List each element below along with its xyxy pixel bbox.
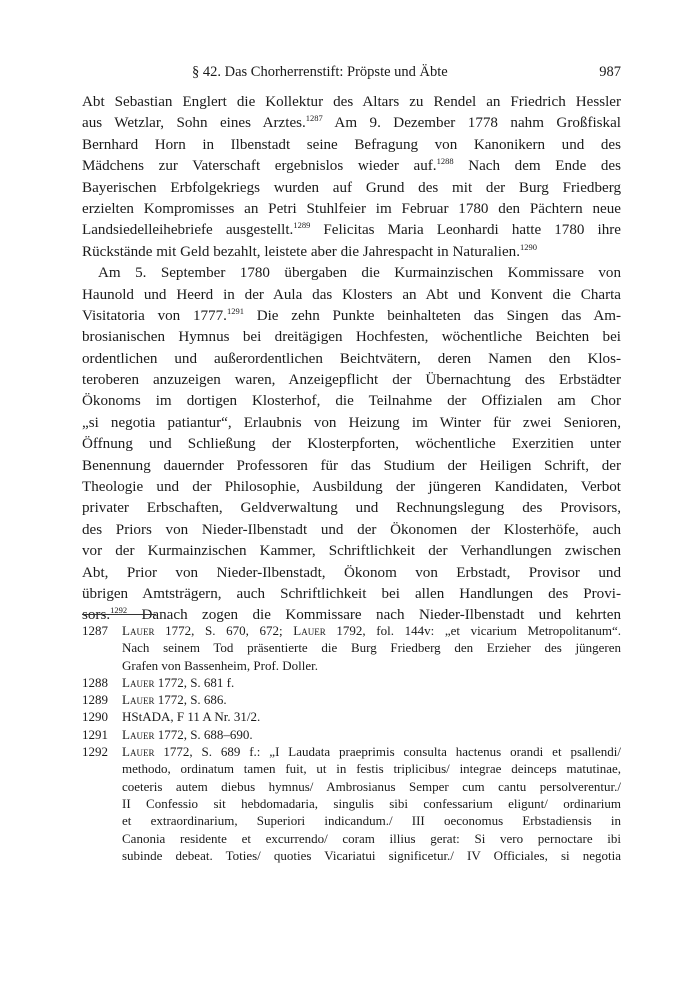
footnote-1292: [82, 743, 621, 864]
footnote-1288: [82, 674, 621, 691]
text-line: Öffnung und Schließung der Klosterpforten, wöchentliche Exerzitien unter: [82, 436, 621, 453]
footnote-line: Grafen von Bassenheim, Prof. Doller.: [122, 657, 319, 673]
text-line: Am 5. September 1780 übergaben die Kurmainzischen Kommissare von: [98, 265, 621, 282]
footnote-line: methodo, ordinatum tamen fuit, ut in festis triplicibus/ integrae deinceps matutinae,: [122, 761, 621, 777]
footnote-number: 1288: [82, 674, 108, 690]
text-line: brosianischen Hymnus bei dreitägigen Hochfesten, wöchentliche Beichten bei: [82, 329, 621, 346]
text-line: privater Erbschaften, Geldverwaltung und Rechnungslegung des Provisors,: [82, 500, 621, 517]
page-number: 987: [599, 64, 621, 80]
text-line: aus Wetzlar, Sohn eines Arztes.$^{1287}$ Am 9. Dezember 1778 nahm Großfiskal: [82, 113, 621, 132]
text-line: Mädchens zur Vaterschaft ergebnislos wieder auf.$^{1288}$ Nach dem Ende des: [82, 156, 621, 175]
footnote-line: II Confessio sit hebdomadaria, singulis sibi confessarium eligunt/ ordinarium: [122, 795, 621, 811]
footnote-1290: [82, 708, 621, 725]
footnote-1289: [82, 691, 621, 708]
footnote-ref: 1289: [293, 220, 311, 231]
text-line: übrigen Amtsträgern, auch Schriftlichkeit bei allen Handlungen des Provi-: [82, 585, 621, 602]
footnote-line: Lauer 1772, S. 681 f.: [122, 674, 235, 690]
footnote-ref: 1290: [519, 241, 537, 252]
footnote-line: Nach seinem Tod präsentierte die Burg Friedberg den Erzieher des jüngeren: [122, 640, 621, 656]
text-line: Abt, Prior von Nieder-Ilbenstadt, Ökonom von Erbstadt, Provisor und: [82, 564, 621, 581]
text-line: Haunold und Heerd in der Aula das Klosters an Abt und Konvent die Charta: [82, 286, 621, 303]
text-line: Benennung dauernder Professoren für das Studium der Heiligen Schrift, der: [82, 457, 621, 474]
text-line: Theologie und der Philosophie, Ausbildung der jüngeren Kandidaten, Verbot: [82, 479, 621, 496]
page-header: [82, 64, 621, 84]
footnote-ref: 1288: [436, 156, 454, 167]
footnote-1287: [82, 622, 621, 674]
text-line: Bayerischen Erbfolgekriegs wurden auf Grund des mit der Burg Friedberg: [82, 179, 621, 196]
text-line: Abt Sebastian Englert die Kollektur des Altars zu Rendel an Friedrich Hessler: [82, 94, 621, 110]
text-line: vor der Kurmainzischen Kammer, Schriftlichkeit der Verhandlungen zwischen: [82, 543, 621, 560]
text-line: „si negotia patiantur“, Erlaubnis von Heizung im Winter für zwei Senioren,: [82, 414, 621, 431]
footnote-line: Lauer 1772, S. 688–690.: [122, 726, 253, 742]
footnote-1291: [82, 726, 621, 743]
footnote-number: 1292: [82, 744, 108, 760]
footnote-line: subinde debeat. Toties/ quoties Vicariatui significetur./ IV Officiales, si negotia: [122, 847, 621, 863]
footnote-ref: 1291: [226, 305, 244, 316]
footnote-ref: 1292: [110, 605, 128, 616]
main-text: [82, 92, 621, 627]
text-line: Bernhard Horn in Ilbenstadt seine Befragung von Kanonikern und des: [82, 136, 621, 153]
text-line: Ökonoms im dortigen Klosterhof, die Teilnahme der Offizialen am Chor: [82, 393, 621, 410]
footnote-number: 1289: [82, 692, 108, 708]
text-line: sors.$^{1292}$ Danach zogen die Kommissare nach Nieder-Ilbenstadt und kehrten: [82, 605, 621, 624]
running-head: § 42. Das Chorherrenstift: Pröpste und Äbte: [192, 64, 448, 80]
footnote-number: 1290: [82, 709, 108, 725]
text-line: Visitatoria von 1777.$^{1291}$ Die zehn Punkte beinhalteten das Singen das Am-: [82, 305, 621, 324]
text-line: Landsiedelleihebriefe ausgestellt.$^{1289}$ Felicitas Maria Leonhardi hatte 1780 ihre: [82, 220, 621, 239]
text-line: des Priors von Nieder-Ilbenstadt und der Ökonomen der Klosterhöfe, auch: [82, 521, 621, 538]
footnote-line: Canonia residente et excurrendo/ coram illius gerat: Si vero pernoctare ibi: [122, 830, 621, 846]
footnotes: [82, 622, 621, 864]
footnote-ref: 1287: [305, 113, 323, 124]
footnote-line: HStADA, F 11 A Nr. 31/2.: [122, 709, 261, 725]
text-line: Rückstände mit Geld bezahlt, leistete aber die Jahrespacht in Naturalien.$^{1290}$: [82, 241, 537, 260]
footnote-line: et extraordinarium, Superiori indicandum./ III oeconomus Erbstadiensis in: [122, 813, 621, 829]
footnote-line: Lauer 1772, S. 686.: [122, 692, 227, 708]
footnote-number: 1291: [82, 726, 108, 742]
text-line: ordentlichen und außerordentlichen Beichtvätern, deren Namen den Klos-: [82, 350, 621, 367]
footnote-line: Lauer 1772, S. 670, 672; Lauer 1792, fol. 144v: „et vicarium Metropolitanum“.: [122, 623, 621, 638]
footnote-separator: [82, 614, 156, 615]
footnote-line: Lauer 1772, S. 689 f.: „I Laudata praeprimis consulta hactenus orandi et psallendi/: [122, 744, 621, 760]
text-line: teroberen anzuzeigen waren, Anzeigepflicht der Übernachtung des Erbstädter: [82, 372, 621, 389]
footnote-line: coeteris autem diebus hymnus/ Ambrosianus Semper cum cantu persolverentur./: [122, 778, 621, 794]
text-line: erzielten Kompromisses an Petri Stuhlfeier im Februar 1780 den Pächtern neue: [82, 200, 621, 217]
footnote-number: 1287: [82, 623, 108, 638]
